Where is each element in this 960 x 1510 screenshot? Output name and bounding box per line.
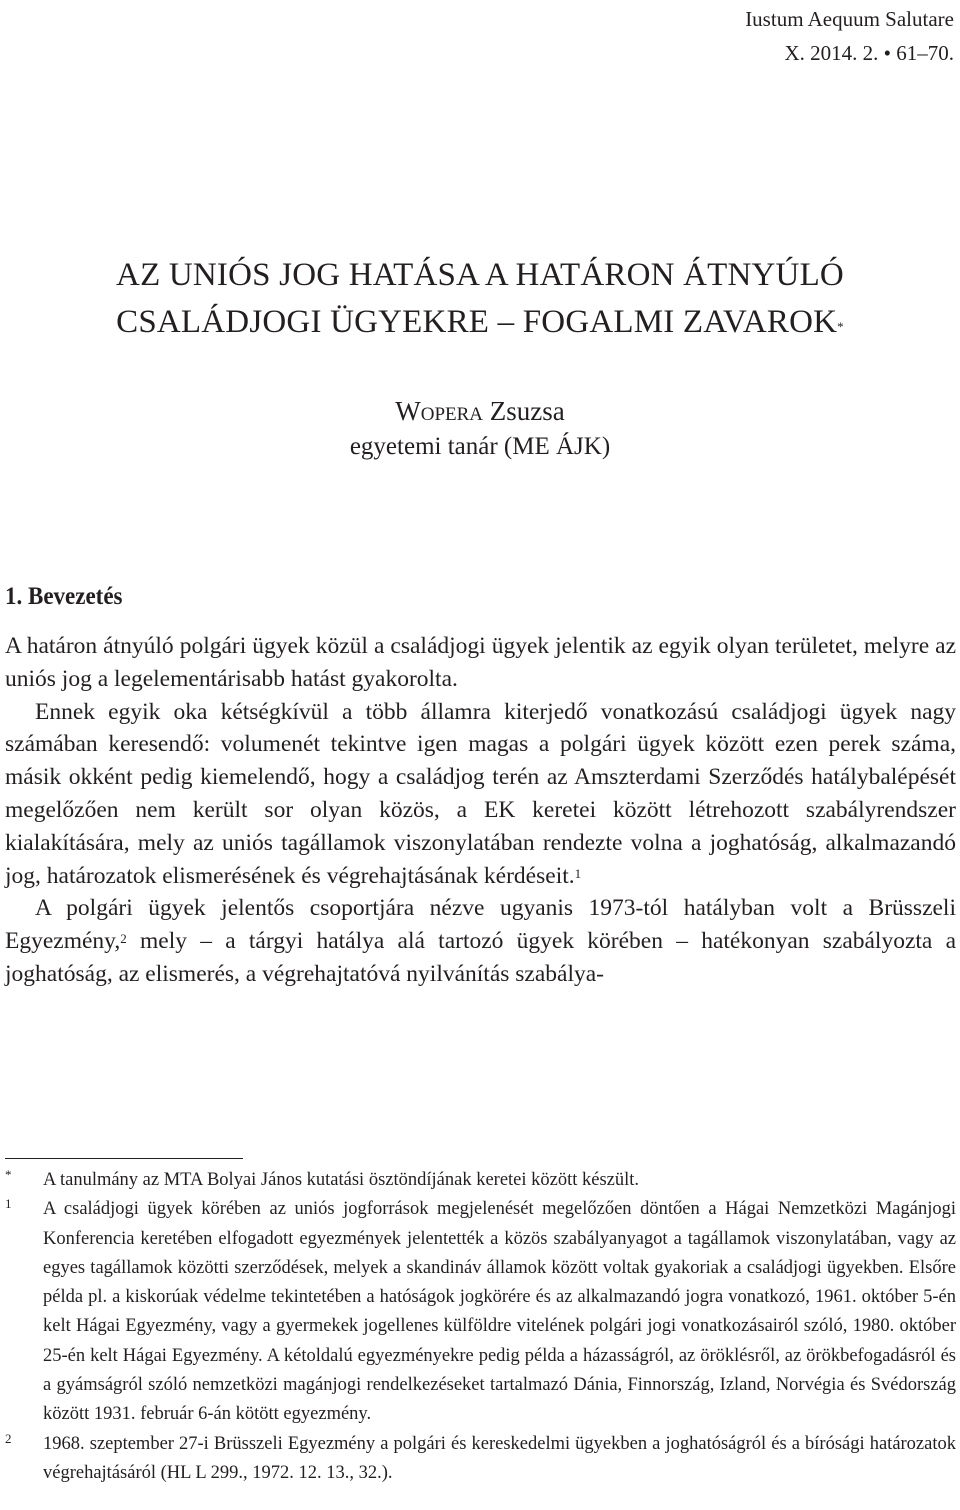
body-text xyxy=(5,630,956,991)
footnote-divider xyxy=(5,1158,243,1159)
paragraph-3-text-after: mely – a tárgyi hatálya alá tartozó ügyek körében – hatékonyan szabályozta a joghatóság, az elismerés, a végrehajtatóvá nyilvánítás szabálya- xyxy=(5,928,956,987)
paragraph-2 xyxy=(5,696,956,893)
issue-info: X. 2014. 2. • 61–70. xyxy=(784,41,954,65)
footnote-text: 1968. szeptember 27-i Brüsszeli Egyezmény a polgári és kereskedelmi ügyekben a joghatóságról és a bírósági határozatok végrehajtásáról (HL L 299., 1972. 12. 13., 32.). xyxy=(43,1433,956,1483)
title-note-marker[interactable]: * xyxy=(837,319,844,334)
footnote-2 xyxy=(5,1430,956,1489)
title-line-2 xyxy=(0,299,960,346)
paragraph-3 xyxy=(5,892,956,990)
footnote-mark: 2 xyxy=(5,1430,12,1446)
paragraph-1: A határon átnyúló polgári ügyek közül a családjogi ügyek jelentik az egyik olyan területet, melyre az uniós jog a legelementárisabb hatást gyakorolta. xyxy=(5,633,956,692)
title-line-1: AZ UNIÓS JOG HATÁSA A HATÁRON ÁTNYÚLÓ xyxy=(116,257,844,293)
title-line-2-text: CSALÁDJOGI ÜGYEKRE – FOGALMI ZAVAROK xyxy=(116,304,838,340)
article-title xyxy=(0,252,960,346)
footnotes xyxy=(5,1166,956,1488)
footnote-1 xyxy=(5,1195,956,1429)
footnote-star xyxy=(5,1166,956,1195)
section-heading: 1. Bevezetés xyxy=(5,583,123,610)
running-head xyxy=(745,2,954,70)
paragraph-3-text-before: A polgári ügyek jelentős csoportjára nézve ugyanis 1973-tól hatályban volt a Brüsszeli Egyezmény, xyxy=(5,895,956,955)
author-family-name: Wopera xyxy=(395,396,484,426)
author-given-name: Zsuzsa xyxy=(483,396,565,426)
footnote-text: A családjogi ügyek körében az uniós jogforrások megjelenését megelőzően döntően a Hágai Nemzetközi Magánjogi Konferencia keretében elfogadott egyezmények jelentették a közös szabályanyagot a tagállamok viszonylatában, vagy az egyes tagállamok közötti szerződések, melyek a skandináv államok között voltak gyakoriak a családjogi ügyekben. Elsőre példa pl. a kiskorúak védelme tekintetében a hatóságok jogkörére és az alkalmazandó jogra vonatkozó, 1961. október 5-én kelt Hágai Egyezmény, vagy a gyermekek jogellenes külföldre vitelének polgári jogi vonatkozásairól szóló, 1980. október 25-én kelt Hágai Egyezmény. A kétoldalú egyezményekre pedig példa a házasságról, az öröklésről, az örökbefogadásról és a gyámságról szóló nemzetközi magánjogi rendelkezéseket tartalmazó Dánia, Finnország, Izland, Norvégia és Svédország között 1931. február 6-án kötött egyezmény. xyxy=(43,1199,956,1425)
footnote-text: A tanulmány az MTA Bolyai János kutatási ösztöndíjának keretei között készült. xyxy=(43,1170,640,1190)
footnote-mark: 1 xyxy=(5,1196,12,1212)
paragraph-2-text: Ennek egyik oka kétségkívül a több államra kiterjedő vonatkozású családjogi ügyek nagy számában keresendő: volumenét tekintve igen magas a polgári ügyek között ezen perek száma, másik okként pedig kiemelendő, hogy a családjog terén az Amszterdami Szerződés hatálybalépését megelőzően nem került sor olyan közös, a EK keretei között létrehozott szabályrendszer kialakítására, mely az uniós tagállamok viszonylatában rendezte volna a joghatóság, alkalmazandó jog, határozatok elismerésének és végrehajtásának kérdéseit. xyxy=(5,698,956,889)
footnote-ref-1[interactable]: 1 xyxy=(574,865,582,881)
author-affiliation: egyetemi tanár (ME ÁJK) xyxy=(349,433,611,460)
footnote-mark: * xyxy=(5,1167,12,1182)
author-name xyxy=(0,392,960,430)
journal-name: Iustum Aequum Salutare xyxy=(745,7,954,31)
footnote-ref-2[interactable]: 2 xyxy=(120,931,127,947)
